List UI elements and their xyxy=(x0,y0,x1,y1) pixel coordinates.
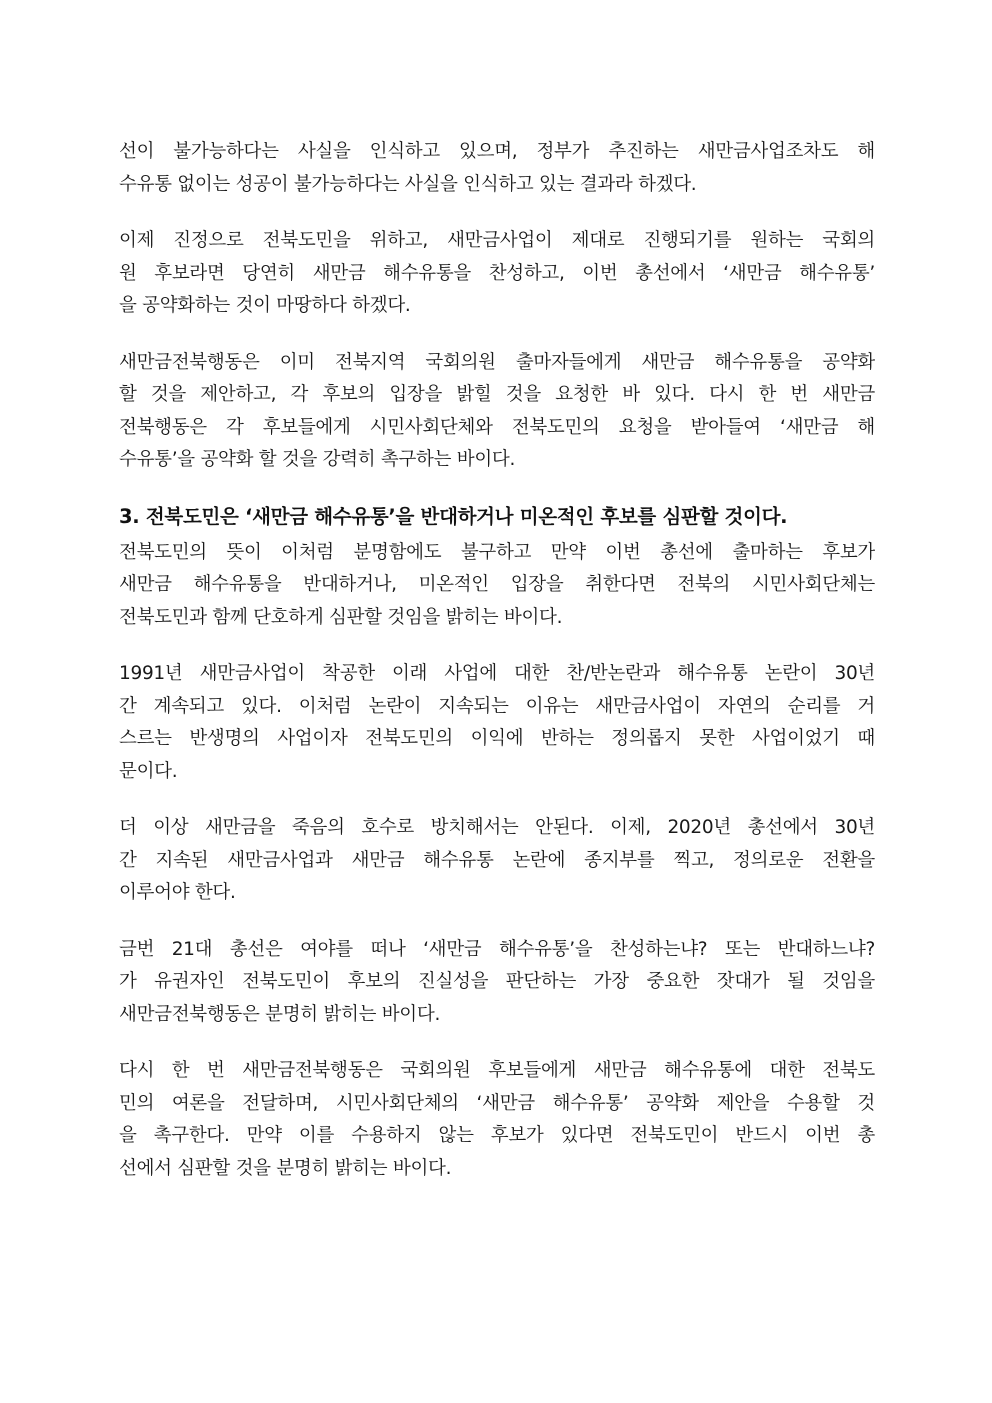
text-line: 새만금전북행동은 이미 전북지역 국회의원 출마자들에게 새만금 해수유통을 공약화 xyxy=(119,351,875,373)
text-line: 금번 21대 총선은 여야를 떠나 ‘새만금 해수유통’을 찬성하는냐? 또는 반대하느냐? xyxy=(119,938,875,960)
paragraph xyxy=(119,225,875,323)
paragraph xyxy=(119,934,875,1032)
text-line: 할 것을 제안하고, 각 후보의 입장을 밝힐 것을 요청한 바 있다. 다시 한 번 새만금 xyxy=(119,384,875,405)
paragraph xyxy=(119,812,875,910)
text-line: 수유통 없이는 성공이 불가능하다는 사실을 인식하고 있는 결과라 하겠다. xyxy=(119,173,697,195)
paragraph xyxy=(119,347,875,477)
paragraph xyxy=(119,1055,875,1185)
text-line: 스르는 반생명의 사업이자 전북도민의 이익에 반하는 정의롭지 못한 사업이었기 때 xyxy=(119,728,875,749)
text-line: 원 후보라면 당연히 새만금 해수유통을 찬성하고, 이번 총선에서 ‘새만금 해수유통’ xyxy=(119,262,875,284)
text-line: 간 계속되고 있다. 이처럼 논란이 지속되는 이유는 새만금사업이 자연의 순리를 거 xyxy=(119,695,875,717)
text-line: 수유통’을 공약화 할 것을 강력히 촉구하는 바이다. xyxy=(119,449,516,470)
text-line: 다시 한 번 새만금전북행동은 국회의원 후보들에게 새만금 해수유통에 대한 전북도 xyxy=(119,1060,875,1081)
text-line: 문이다. xyxy=(119,760,178,782)
text-line: 을 공약화하는 것이 마땅하다 하겠다. xyxy=(119,295,411,316)
document-body xyxy=(119,136,875,1209)
text-line: 전북도민의 뜻이 이처럼 분명함에도 불구하고 만약 이번 총선에 출마하는 후보가 xyxy=(119,541,875,563)
text-line: 가 유권자인 전북도민이 후보의 진실성을 판단하는 가장 중요한 잣대가 될 것임을 xyxy=(119,971,875,992)
text-line: 선에서 심판할 것을 분명히 밝히는 바이다. xyxy=(119,1157,452,1179)
text-line: 이루어야 한다. xyxy=(119,882,236,903)
text-line: 이제 진정으로 전북도민을 위하고, 새만금사업이 제대로 진행되기를 원하는 국회의 xyxy=(119,230,875,251)
text-line: 간 지속된 새만금사업과 새만금 해수유통 논란에 종지부를 찍고, 정의로운 전환을 xyxy=(119,849,875,871)
text-line: 더 이상 새만금을 죽음의 호수로 방치해서는 안된다. 이제, 2020년 총선에서 30년 xyxy=(119,817,875,838)
text-line: 전북행동은 각 후보들에게 시민사회단체와 전북도민의 요청을 받아들여 ‘새만금 해 xyxy=(119,416,875,438)
text-line: 새만금전북행동은 분명히 밝히는 바이다. xyxy=(119,1003,441,1025)
text-line: 민의 여론을 전달하며, 시민사회단체의 ‘새만금 해수유통’ 공약화 제안을 수용할 것 xyxy=(119,1092,875,1114)
text-line: 선이 불가능하다는 사실을 인식하고 있으며, 정부가 추진하는 새만금사업조차도 해 xyxy=(119,141,875,162)
text-line: 새만금 해수유통을 반대하거나, 미온적인 입장을 취한다면 전북의 시민사회단체는 xyxy=(119,574,875,595)
text-line: 전북도민과 함께 단호하게 심판할 것임을 밝히는 바이다. xyxy=(119,606,563,628)
section-heading: 3. 전북도민은 ‘새만금 해수유통’을 반대하거나 미온적인 후보를 심판할 것이다. xyxy=(119,504,788,528)
text-line: 1991년 새만금사업이 착공한 이래 사업에 대한 찬/반논란과 해수유통 논란이 30년 xyxy=(119,663,875,684)
paragraph xyxy=(119,537,875,635)
paragraph xyxy=(119,136,875,201)
text-line: 을 촉구한다. 만약 이를 수용하지 않는 후보가 있다면 전북도민이 반드시 이번 총 xyxy=(119,1125,875,1146)
paragraph xyxy=(119,658,875,788)
